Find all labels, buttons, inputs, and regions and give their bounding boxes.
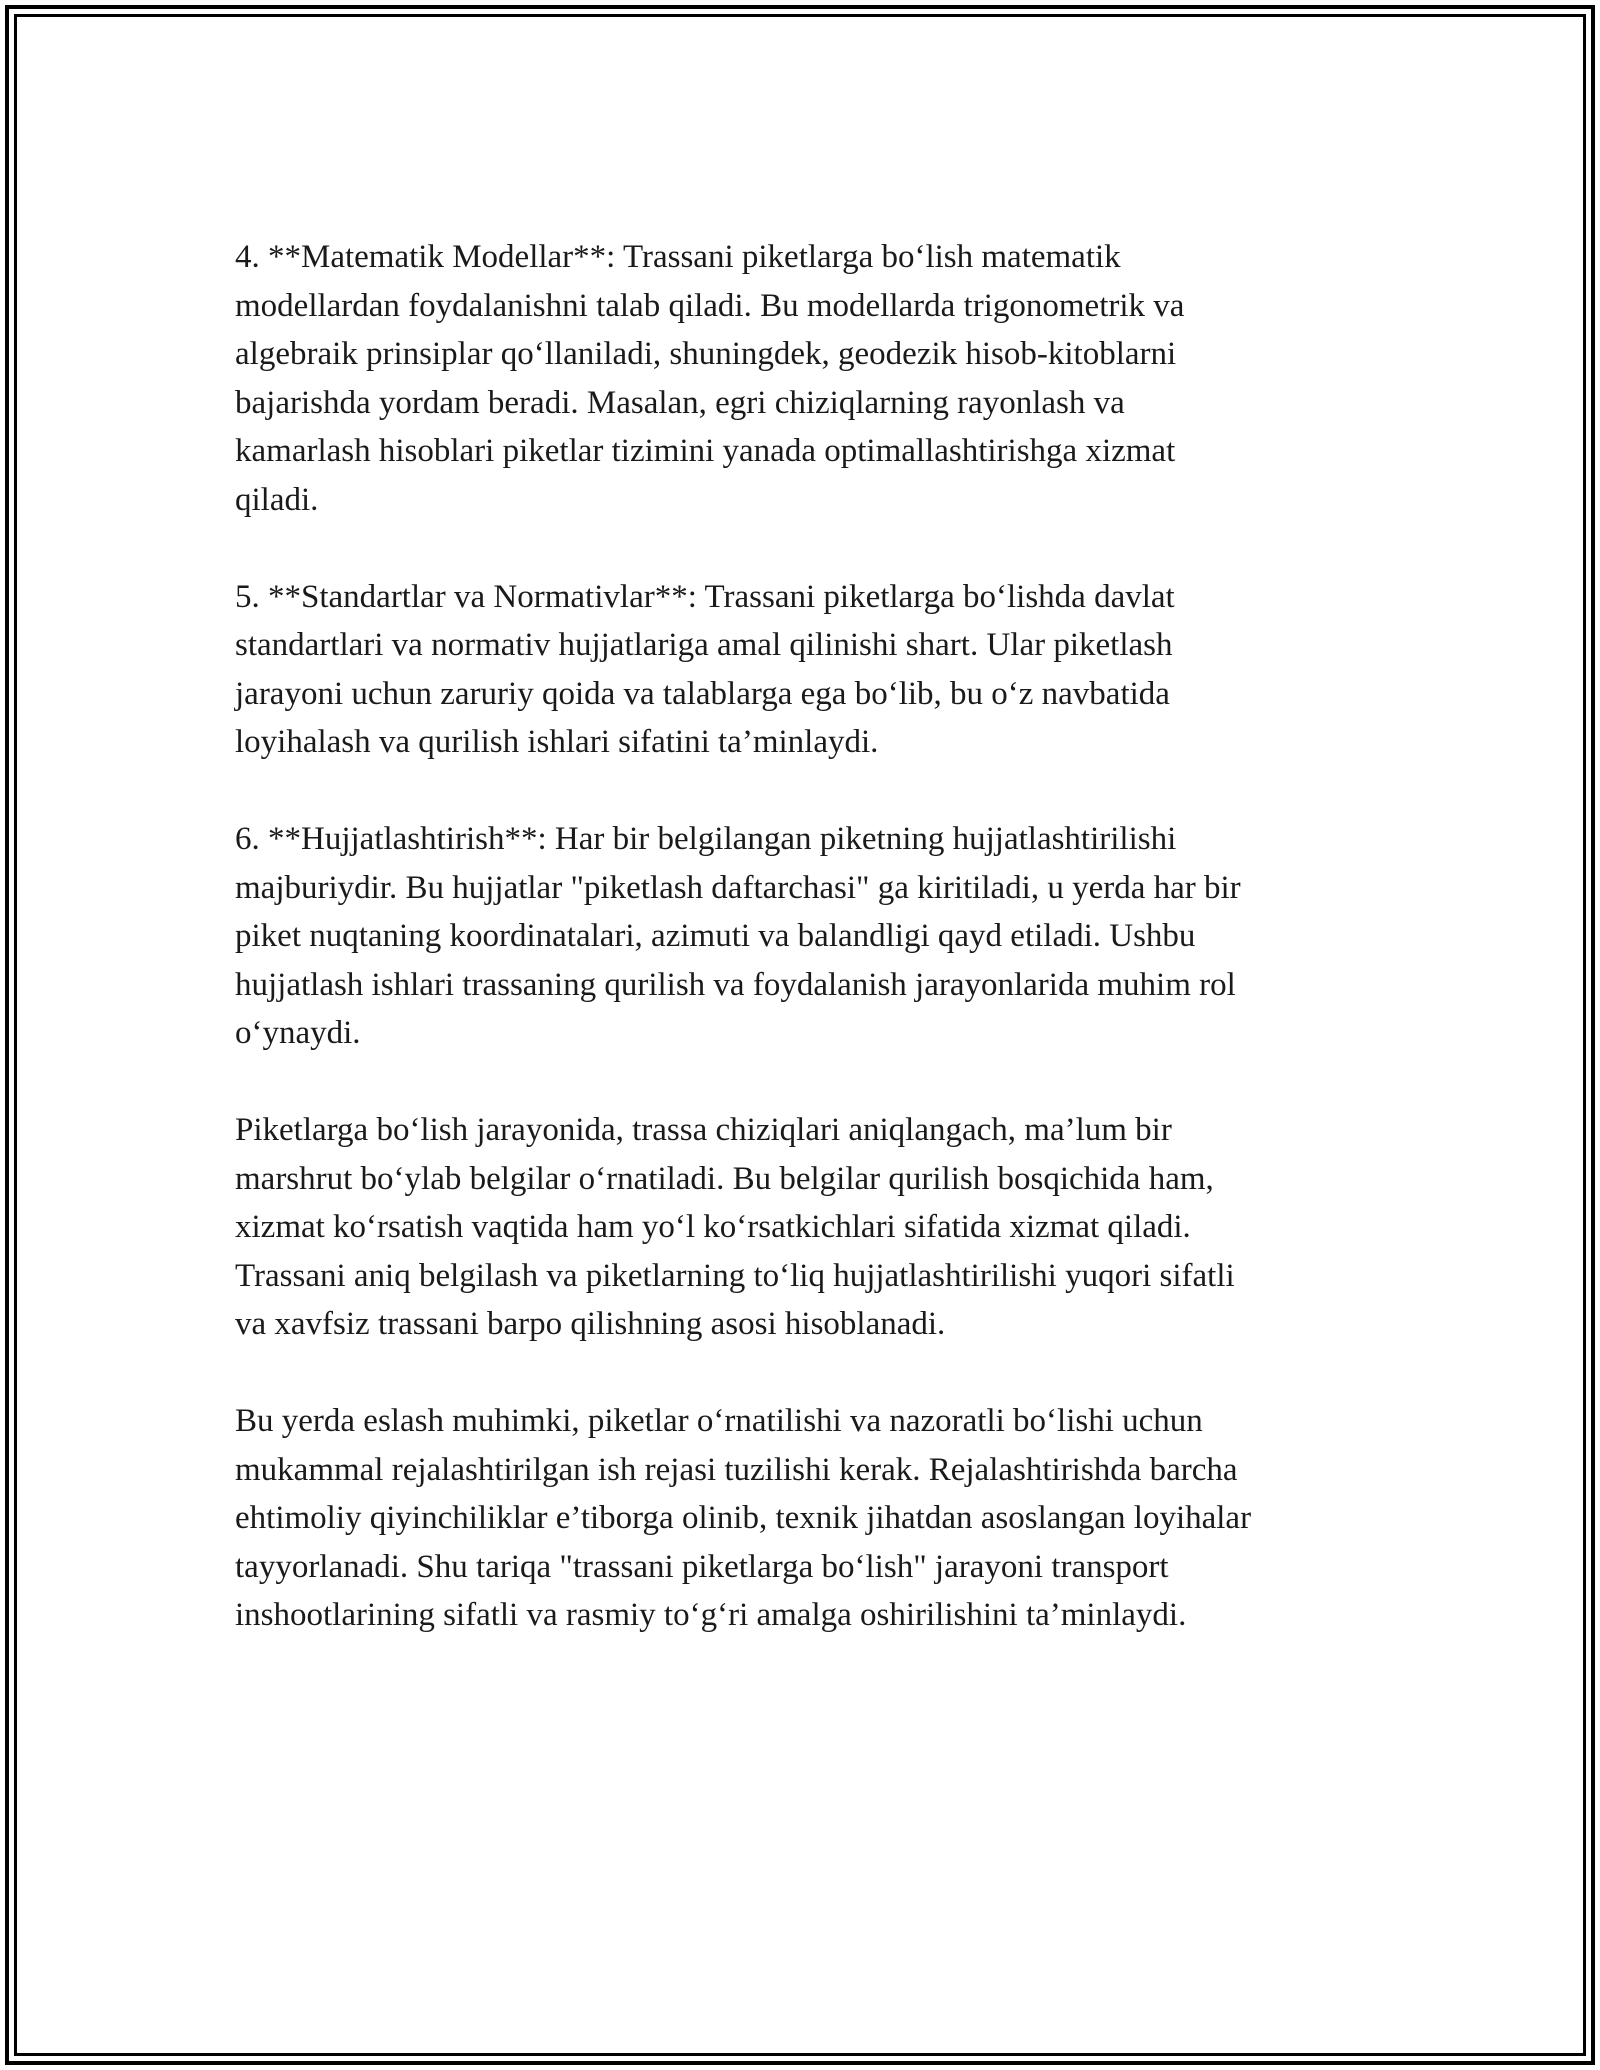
paragraph-hujjatlashtirish: 6. **Hujjatlashtirish**: Har bir belgilangan piketning hujjatlashtirilishi majburiydir. Bu hujjatlar "piketlash daftarchasi" ga kiritiladi, u yerda har bir piket nuqtaning koordinatalari, azimuti va balandligi qayd etiladi. Ushbu hujjatlash ishlari trassaning qurilish va foydalanish jarayonlarida muhim rol o‘ynaydi. <box>235 821 1241 1051</box>
paragraph-matematik-modellar: 4. **Matematik Modellar**: Trassani piketlarga bo‘lish matematik modellardan foydalanishni talab qiladi. Bu modellarda trigonometrik va algebraik prinsiplar qo‘llaniladi, shuningdek, geodezik hisob-kitoblarni bajarishda yordam beradi. Masalan, egri chiziqlarning rayonlash va kamarlash hisoblari piketlar tizimini yanada optimallashtirishga xizmat qiladi. <box>235 239 1185 518</box>
paragraph-standartlar-normativlar: 5. **Standartlar va Normativlar**: Trassani piketlarga bo‘lishda davlat standartlari va normativ hujjatlariga amal qilinishi shart. Ular piketlash jarayoni uchun zaruriy qoida va talablarga ega bo‘lib, bu o‘z navbatida loyihalash va qurilish ishlari sifatini ta’minlaydi. <box>235 578 1175 760</box>
paragraph-piketlarga-bolish: Piketlarga bo‘lish jarayonida, trassa chiziqlari aniqlangach, ma’lum bir marshrut bo‘ylab belgilar o‘rnatiladi. Bu belgilar qurilish bosqichida ham, xizmat ko‘rsatish vaqtida ham yo‘l ko‘rsatkichlari sifatida xizmat qiladi. Trassani aniq belgilash va piketlarning to‘liq hujjatlashtirilishi yuqori sifatli va xavfsiz trassani barpo qilishning asosi hisoblanadi. <box>235 1112 1235 1342</box>
document-body <box>235 233 1375 1640</box>
paragraph-conclusion: Bu yerda eslash muhimki, piketlar o‘rnatilishi va nazoratli bo‘lishi uchun mukammal rejalashtirilgan ish rejasi tuzilishi kerak. Rejalashtirishda barcha ehtimoliy qiyinchiliklar e’tiborga olinib, texnik jihatdan asoslangan loyihalar tayyorlanadi. Shu tariqa "trassani piketlarga bo‘lish" jarayoni transport inshootlarining sifatli va rasmiy to‘g‘ri amalga oshirilishini ta’minlaydi. <box>235 1403 1252 1633</box>
